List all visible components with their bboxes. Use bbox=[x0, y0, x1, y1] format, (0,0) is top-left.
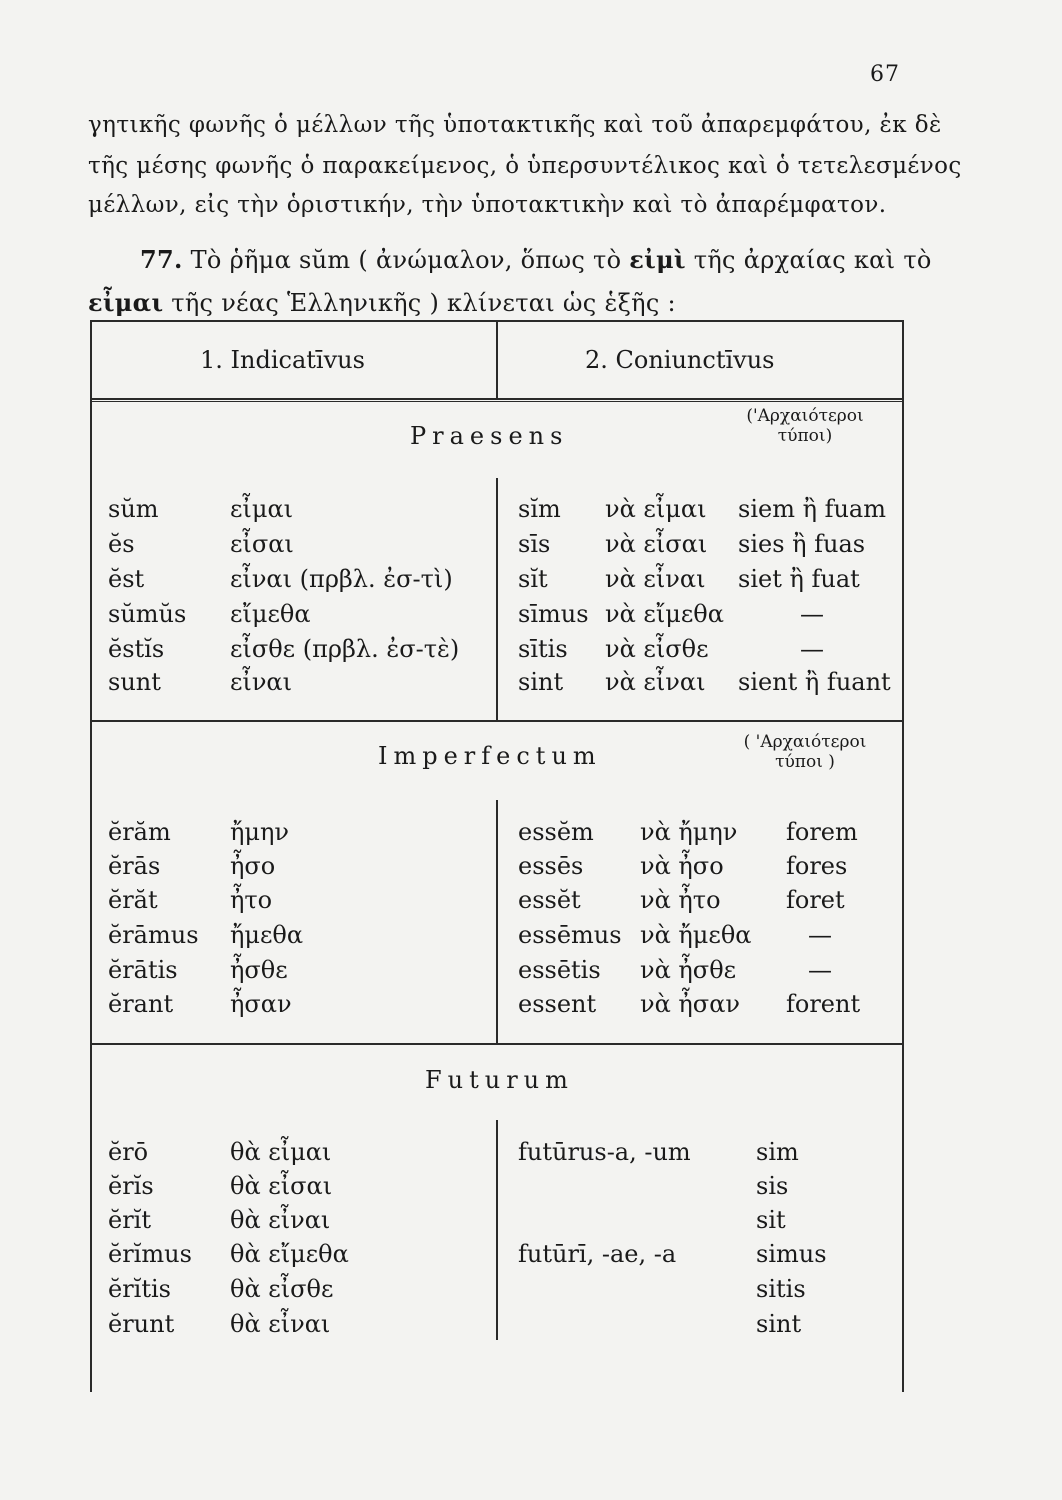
greek-form: θὰ εἴμεθα bbox=[230, 1240, 349, 1268]
subj-greek-form: νὰ ἦσαν bbox=[640, 990, 740, 1018]
greek-form: ἤμην bbox=[230, 818, 289, 846]
greek-form: ἦσθε bbox=[230, 956, 288, 984]
subj-form: sĭt bbox=[518, 565, 548, 593]
column-divider bbox=[496, 322, 498, 398]
greek-form: θὰ εἶμαι bbox=[230, 1138, 332, 1166]
table-rule bbox=[90, 401, 904, 402]
archaic-note bbox=[735, 406, 875, 446]
archaic-note-line: τύποι) bbox=[777, 426, 833, 446]
subj-greek-form: νὰ εἶναι bbox=[605, 565, 706, 593]
latin-form: ĕrăt bbox=[108, 886, 158, 914]
subj-greek-form: νὰ ἦτο bbox=[640, 886, 721, 914]
archaic-form: sint bbox=[756, 1310, 802, 1338]
intro-text: Τὸ ῥῆμα sŭm ( ἀνώμαλον, ὅπως τὸ bbox=[190, 246, 622, 274]
subj-greek-form: νὰ εἶμαι bbox=[605, 495, 707, 523]
greek-form: εἶσθε (πρβλ. ἐσ-τὲ) bbox=[230, 635, 460, 663]
header-subjunctive: 2. Coniunctīvus bbox=[585, 346, 775, 374]
archaic-form: sit bbox=[756, 1206, 786, 1234]
archaic-form: fores bbox=[786, 852, 848, 880]
latin-form: ĕs bbox=[108, 530, 135, 558]
archaic-form: — bbox=[800, 635, 824, 663]
subj-greek-form: νὰ εἴμεθα bbox=[605, 600, 724, 628]
subj-greek-form: νὰ ἦσθε bbox=[640, 956, 737, 984]
subj-form: essent bbox=[518, 990, 597, 1018]
table-rule bbox=[90, 1043, 904, 1045]
archaic-note-line: ('Αρχαιότεροι bbox=[746, 406, 864, 426]
archaic-form: sis bbox=[756, 1172, 789, 1200]
latin-form: ĕrĭmus bbox=[108, 1240, 192, 1268]
greek-form: ἦσο bbox=[230, 852, 276, 880]
subj-form: essēs bbox=[518, 852, 584, 880]
section-intro-line-1 bbox=[140, 245, 932, 274]
latin-form: ĕst bbox=[108, 565, 145, 593]
subj-form: essētis bbox=[518, 956, 601, 984]
greek-form: ἦτο bbox=[230, 886, 273, 914]
subj-greek-form: νὰ εἶσθε bbox=[605, 635, 709, 663]
column-divider bbox=[496, 1120, 498, 1340]
subj-form: sīmus bbox=[518, 600, 589, 628]
archaic-form: simus bbox=[756, 1240, 827, 1268]
subj-form: essēmus bbox=[518, 921, 622, 949]
column-divider bbox=[496, 800, 498, 1043]
archaic-form: — bbox=[808, 956, 832, 984]
greek-form: θὰ εἶσαι bbox=[230, 1172, 333, 1200]
intro-bold-word: εἰμὶ bbox=[629, 245, 686, 274]
archaic-form: forent bbox=[786, 990, 861, 1018]
greek-form: εἴμεθα bbox=[230, 600, 311, 628]
archaic-form: sitis bbox=[756, 1275, 806, 1303]
greek-form: εἶναι bbox=[230, 668, 293, 696]
page-number: 67 bbox=[870, 62, 900, 87]
archaic-form: foret bbox=[786, 886, 845, 914]
greek-form: ἤμεθα bbox=[230, 921, 304, 949]
archaic-form: — bbox=[808, 921, 832, 949]
latin-form: ĕrātis bbox=[108, 956, 178, 984]
archaic-form: — bbox=[800, 600, 824, 628]
intro-text-rest: τῆς ἀρχαίας καὶ τὸ bbox=[693, 246, 932, 274]
latin-form: ĕstĭs bbox=[108, 635, 165, 663]
section-title-futurum: Futurum bbox=[425, 1066, 574, 1094]
archaic-note bbox=[730, 732, 880, 772]
archaic-form: sim bbox=[756, 1138, 799, 1166]
latin-form: ĕrant bbox=[108, 990, 174, 1018]
latin-form: ĕrĭt bbox=[108, 1206, 151, 1234]
subj-greek-form: νὰ ἤμεθα bbox=[640, 921, 752, 949]
latin-form: sunt bbox=[108, 668, 161, 696]
greek-form: εἶμαι bbox=[230, 495, 294, 523]
subj-greek-form: νὰ εἶναι bbox=[605, 668, 706, 696]
greek-form: θὰ εἶσθε bbox=[230, 1275, 334, 1303]
subj-form: sĭm bbox=[518, 495, 561, 523]
paragraph-line: τῆς μέσης φωνῆς ὁ παρακείμενος, ὁ ὑπερσυντέλικος καὶ ὁ τετελεσμένος bbox=[88, 153, 962, 179]
archaic-form: siet ἢ fuat bbox=[738, 565, 860, 593]
subj-form: futūrī, -ae, -a bbox=[518, 1240, 677, 1268]
latin-form: ĕrunt bbox=[108, 1310, 175, 1338]
latin-form: sŭmŭs bbox=[108, 600, 187, 628]
subj-greek-form: νὰ ἤμην bbox=[640, 818, 738, 846]
subj-form: futūrus-a, -um bbox=[518, 1138, 691, 1166]
section-intro-line-2 bbox=[88, 288, 676, 317]
latin-form: ĕrāmus bbox=[108, 921, 199, 949]
section-title-praesens: Praesens bbox=[410, 422, 569, 450]
subj-form: essĕm bbox=[518, 818, 594, 846]
greek-form: θὰ εἶναι bbox=[230, 1206, 331, 1234]
intro-bold-word: εἶμαι bbox=[88, 288, 164, 317]
subj-form: sint bbox=[518, 668, 564, 696]
section-number: 77. bbox=[140, 245, 183, 274]
archaic-form: siem ἢ fuam bbox=[738, 495, 886, 523]
table-rule bbox=[90, 398, 904, 400]
greek-form: εἶναι (πρβλ. ἐσ-τὶ) bbox=[230, 565, 453, 593]
latin-form: ĕrăm bbox=[108, 818, 171, 846]
table-rule bbox=[90, 720, 904, 722]
latin-form: ĕrĭtis bbox=[108, 1275, 171, 1303]
archaic-form: forem bbox=[786, 818, 858, 846]
subj-greek-form: νὰ ἦσο bbox=[640, 852, 724, 880]
subj-form: sīs bbox=[518, 530, 551, 558]
greek-form: θὰ εἶναι bbox=[230, 1310, 331, 1338]
paragraph-line: μέλλων, εἰς τὴν ὁριστικήν, τὴν ὑποτακτικὴν καὶ τὸ ἀπαρέμφατον. bbox=[88, 192, 887, 218]
archaic-form: sient ἢ fuant bbox=[738, 668, 891, 696]
archaic-note-line: ( 'Αρχαιότεροι bbox=[743, 732, 867, 752]
subj-form: sītis bbox=[518, 635, 568, 663]
header-indicative: 1. Indicatīvus bbox=[200, 346, 365, 374]
paragraph-line: γητικῆς φωνῆς ὁ μέλλων τῆς ὑποτακτικῆς καὶ τοῦ ἀπαρεμφάτου, ἐκ δὲ bbox=[88, 112, 942, 138]
subj-form: essĕt bbox=[518, 886, 581, 914]
latin-form: ĕrō bbox=[108, 1138, 149, 1166]
subj-greek-form: νὰ εἶσαι bbox=[605, 530, 708, 558]
latin-form: sŭm bbox=[108, 495, 159, 523]
intro-text-rest: τῆς νέας Ἑλληνικῆς ) κλίνεται ὡς ἑξῆς : bbox=[171, 289, 676, 317]
section-title-imperfectum: Imperfectum bbox=[378, 742, 602, 770]
latin-form: ĕrĭs bbox=[108, 1172, 154, 1200]
archaic-note-line: τύποι ) bbox=[775, 752, 835, 772]
column-divider bbox=[496, 478, 498, 720]
archaic-form: sies ἢ fuas bbox=[738, 530, 866, 558]
latin-form: ĕrās bbox=[108, 852, 161, 880]
greek-form: ἦσαν bbox=[230, 990, 292, 1018]
greek-form: εἶσαι bbox=[230, 530, 294, 558]
